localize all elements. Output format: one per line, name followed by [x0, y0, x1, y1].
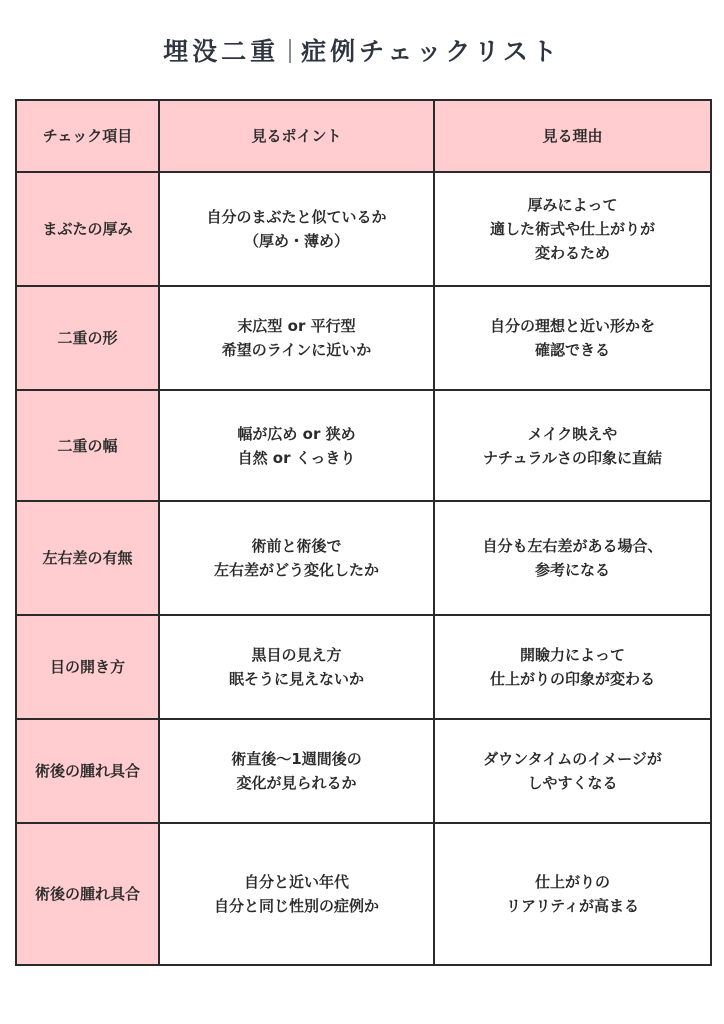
title-main: 埋没二重: [163, 37, 280, 66]
table-row: [16, 501, 711, 615]
row-reason: [434, 172, 711, 286]
row-item: 術後の腫れ具合: [16, 823, 159, 965]
table-row: [16, 719, 711, 823]
row-item: まぶたの厚み: [16, 172, 159, 286]
row-reason: [434, 823, 711, 965]
row-point: [159, 823, 434, 965]
reason-line: 開瞼力によって: [519, 646, 625, 664]
point-line: 幅が広め or 狭め: [237, 424, 356, 443]
reason-line: ダウンタイムのイメージが: [483, 750, 662, 768]
row-item: 二重の形: [16, 286, 159, 390]
row-reason: [434, 501, 711, 615]
reason-line: しやすくなる: [527, 774, 618, 792]
reason-line: リアリティが高まる: [506, 897, 639, 915]
row-reason: [434, 719, 711, 823]
table-row: [16, 823, 711, 965]
table-row: [16, 390, 711, 501]
reason-line: メイク映えや: [527, 424, 618, 443]
point-line: 自分のまぶたと似ているか: [206, 208, 387, 226]
point-line: 黒目の見え方: [251, 646, 342, 664]
reason-line: 自分も左右差がある場合、: [482, 537, 663, 555]
header-reason: 見る理由: [434, 100, 711, 172]
table-row: [16, 615, 711, 719]
point-line: 自然 or くっきり: [237, 448, 356, 467]
point-line: 眠そうに見えないか: [228, 670, 364, 688]
reason-line: 仕上がりの印象が変わる: [489, 670, 655, 688]
point-line: 術前と術後で: [251, 537, 342, 555]
point-line: 術直後〜1週間後の: [231, 750, 362, 768]
row-item: 二重の幅: [16, 390, 159, 501]
row-point: [159, 615, 434, 719]
row-point: [159, 172, 434, 286]
point-line: 自分と近い年代: [243, 873, 349, 891]
table-row: [16, 286, 711, 390]
point-line: 左右差がどう変化したか: [213, 561, 379, 579]
row-point: [159, 501, 434, 615]
row-reason: [434, 286, 711, 390]
row-reason: [434, 615, 711, 719]
reason-line: 適した術式や仕上がりが: [489, 220, 655, 238]
point-line: 末広型 or 平行型: [237, 317, 356, 335]
table-row: [16, 172, 711, 286]
reason-line: 自分の理想と近い形かを: [489, 317, 655, 335]
row-item: 左右差の有無: [16, 501, 159, 615]
reason-line: 変わるため: [534, 244, 610, 262]
header-check-item: チェック項目: [16, 100, 159, 172]
point-line: 変化が見られるか: [236, 774, 357, 792]
reason-line: 厚みによって: [527, 196, 618, 214]
checklist-table: [15, 99, 712, 966]
reason-line: 参考になる: [534, 561, 610, 579]
row-item: 目の開き方: [16, 615, 159, 719]
row-item: 術後の腫れ具合: [16, 719, 159, 823]
title-sub: 症例チェックリスト: [301, 37, 561, 66]
reason-line: 仕上がりの: [534, 873, 610, 891]
reason-line: ナチュラルさの印象に直結: [482, 448, 663, 467]
page-title: [0, 34, 724, 70]
row-reason: [434, 390, 711, 501]
reason-line: 確認できる: [534, 341, 610, 359]
row-point: [159, 390, 434, 501]
row-point: [159, 286, 434, 390]
row-point: [159, 719, 434, 823]
point-line: （厚め・薄め）: [243, 232, 349, 250]
point-line: 自分と同じ性別の症例か: [213, 897, 379, 915]
point-line: 希望のラインに近いか: [221, 341, 372, 359]
table-header-row: [16, 100, 711, 172]
title-separator: [289, 39, 291, 63]
header-view-point: 見るポイント: [159, 100, 434, 172]
